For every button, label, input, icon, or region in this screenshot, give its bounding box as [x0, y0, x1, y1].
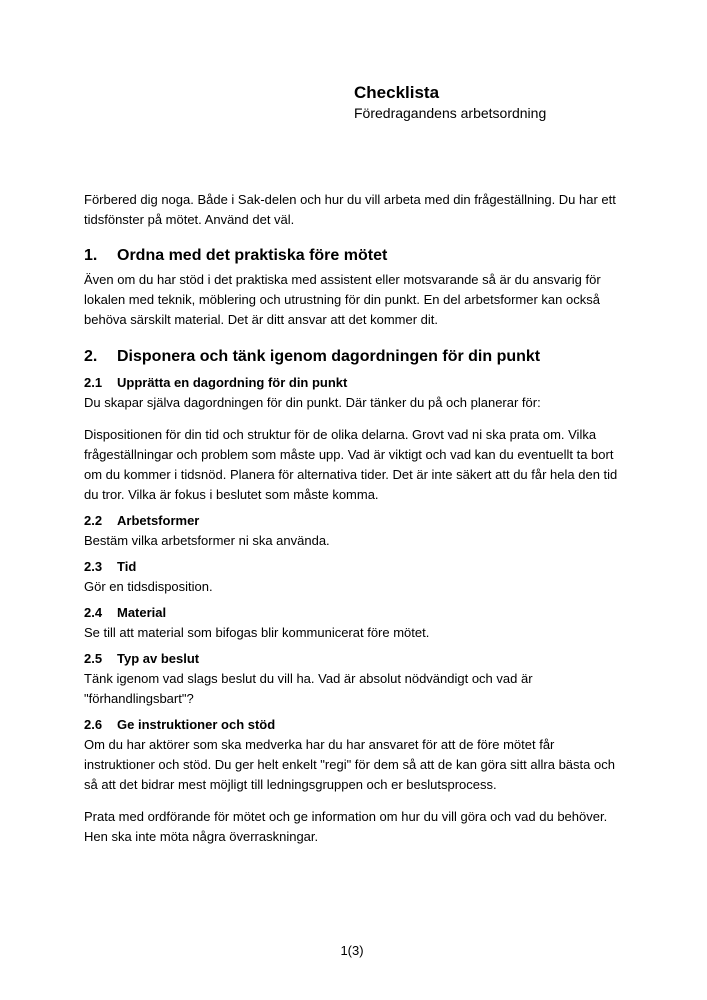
subsection-2-3-title: Tid — [117, 559, 137, 574]
subsection-2-2-heading — [84, 511, 620, 530]
subsection-2-1-number: 2.1 — [84, 375, 103, 390]
section-2-title: Disponera och tänk igenom dagordningen för din punkt — [117, 348, 541, 365]
section-2-heading — [84, 347, 620, 367]
subsection-2-5-paragraph: Tänk igenom vad slags beslut du vill ha. Vad är absolut nödvändigt och vad är "förhandlingsbart"? — [84, 671, 533, 706]
subsection-2-2-title: Arbetsformer — [117, 513, 200, 528]
subsection-2-3-heading — [84, 557, 620, 576]
section-1-heading — [84, 246, 620, 266]
subsection-2-6-title: Ge instruktioner och stöd — [117, 717, 276, 732]
subsection-2-6-number: 2.6 — [84, 717, 103, 732]
subsection-2-4-paragraph: Se till att material som bifogas blir kommunicerat före mötet. — [84, 625, 430, 640]
subsection-2-3-paragraph: Gör en tidsdisposition. — [84, 579, 213, 594]
section-2-number: 2. — [84, 348, 98, 365]
document-header — [354, 82, 620, 122]
subsection-2-5-title: Typ av beslut — [117, 651, 200, 666]
subsection-2-6-paragraph: Om du har aktörer som ska medverka har du har ansvaret för att de före mötet får instruktioner och stöd. Du ger helt enkelt "regi" för dem så att de kan göra sitt allra bästa och så att det bidrar mest möjligt till ledningsgruppen och er beslutsprocess. — [84, 737, 615, 792]
section-1-title: Ordna med det praktiska före mötet — [117, 247, 388, 264]
intro-paragraph: Förbered dig noga. Både i Sak-delen och hur du vill arbeta med din frågeställning. Du har ett tidsfönster på mötet. Använd det väl. — [84, 192, 616, 227]
section-1-number: 1. — [84, 247, 98, 264]
subsection-2-5-heading — [84, 649, 620, 668]
subsection-2-4-heading — [84, 603, 620, 622]
section-1-paragraph: Även om du har stöd i det praktiska med assistent eller motsvarande så är du ansvarig för lokalen med teknik, möblering och utrustning för din punkt. En del arbetsformer kan också behöva särskilt material. Det är ditt ansvar att det kommer dit. — [84, 272, 601, 327]
subsection-2-4-title: Material — [117, 605, 167, 620]
subsection-2-3-number: 2.3 — [84, 559, 103, 574]
subsection-2-1-paragraph: Du skapar själva dagordningen för din punkt. Där tänker du på och planerar för: — [84, 395, 541, 410]
subsection-2-2-paragraph: Bestäm vilka arbetsformer ni ska använda. — [84, 533, 330, 548]
subsection-2-1-title: Upprätta en dagordning för din punkt — [117, 375, 348, 390]
document-subtitle: Föredragandens arbetsordning — [354, 105, 547, 121]
subsection-2-6-heading — [84, 715, 620, 734]
subsection-2-2-number: 2.2 — [84, 513, 103, 528]
subsection-2-5-number: 2.5 — [84, 651, 103, 666]
page-number: 1(3) — [340, 943, 364, 958]
subsection-2-6-paragraph: Prata med ordförande för mötet och ge information om hur du vill göra och vad du behöver. Hen ska inte möta några överraskningar. — [84, 809, 608, 844]
subsection-2-4-number: 2.4 — [84, 605, 103, 620]
page-footer — [84, 941, 620, 961]
subsection-2-1-heading — [84, 373, 620, 392]
document-title: Checklista — [354, 83, 440, 102]
subsection-2-1-paragraph: Dispositionen för din tid och struktur för de olika delarna. Grovt vad ni ska prata om. Vilka frågeställningar och problem som måste upp. Vad är viktigt och vad kan du eventuellt ta bort om du kommer i tidsnöd. Planera för alternativa tider. Det är inte säkert att du får hela den tid du tror. Vilka är fokus i beslutet som måste komma. — [84, 427, 618, 502]
